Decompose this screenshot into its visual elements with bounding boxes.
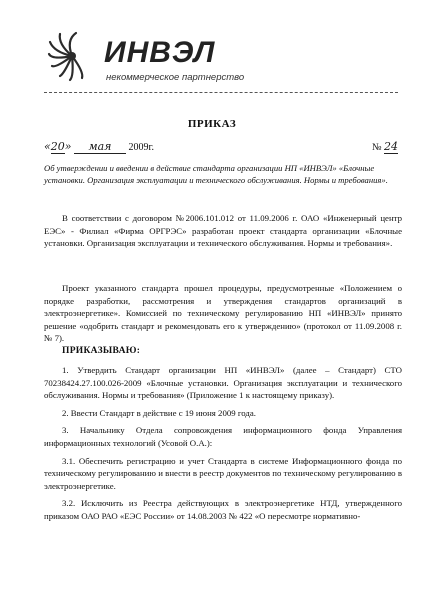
- order-item: 3.1. Обеспечить регистрацию и учет Стандарта в системе Информационного фонда по техническому регулированию и внести в реестр документов по техническому регулированию в электроэнергетике.: [44, 455, 402, 491]
- header-divider: [44, 92, 398, 93]
- order-item: 2. Ввести Стандарт в действие с 19 июня 2009 года.: [62, 407, 256, 418]
- logo-subtitle: некоммерческое партнерство: [106, 72, 245, 83]
- paragraph: В соответствии с договором №2006.101.012 от 11.09.2006 г. ОАО «Инженерный центр ЕЭС» - Филиал «Фирма ОРГРЭС» разработан проект стандарта организации «Блочные установки. Организация эксплуатации и технического обслуживания. Нормы и требования».: [44, 213, 402, 249]
- paragraph: Проект указанного стандарта прошел процедуры, предусмотренные «Положением о порядке разработки, рассмотрения и утверждения стандартов организаций в электроэнергетике». Комиссией по техническому регулированию НП «ИНВЭЛ» принято решение «одобрить стандарт и рекомендовать его к утверждению» (протокол от 11.09.2008 г. № 7).: [44, 283, 402, 344]
- document-title: ПРИКАЗ: [187, 118, 237, 130]
- order-heading: ПРИКАЗЫВАЮ:: [62, 346, 141, 356]
- logo-wordmark: ИНВЭЛ: [104, 36, 216, 69]
- date-day: 20: [50, 140, 65, 153]
- date-year: 2009г.: [128, 142, 154, 153]
- date-open-quote: «: [44, 140, 51, 153]
- preamble-block: [44, 282, 402, 351]
- number-value: 24: [384, 140, 399, 153]
- organization-logo: [46, 30, 245, 92]
- number-prefix: №: [372, 142, 382, 153]
- logo-sunburst-icon: [46, 30, 98, 82]
- document-date: [44, 140, 154, 154]
- document-subject: Об утверждении и введении в действие стандарта организации НП «ИНВЭЛ» «Блочные установки. Организация эксплуатации и технического обслуживания. Нормы и требования».: [44, 163, 388, 185]
- order-item: 3.2. Исключить из Реестра действующих в электроэнергетике НТД, утвержденного приказом ОАО РАО «ЕЭС России» от 14.08.2003 № 422 «О пересмотре нормативно-: [44, 498, 402, 521]
- order-item: 1. Утвердить Стандарт организации НП «ИНВЭЛ» (далее – Стандарт) СТО 70238424.27.100.026-2009 «Блочные установки. Организация эксплуатации и технического обслуживания. Нормы и требования» (Приложение 1 к настоящему приказу).: [44, 365, 402, 401]
- date-close-quote: »: [64, 140, 72, 153]
- date-month: мая: [74, 140, 126, 154]
- preamble-block: [44, 212, 402, 256]
- order-items: [44, 364, 402, 528]
- order-item: 3. Начальнику Отдела сопровождения информационного фонда Управления информационных технологий (Усовой О.А.):: [44, 425, 402, 448]
- document-number: [372, 140, 398, 154]
